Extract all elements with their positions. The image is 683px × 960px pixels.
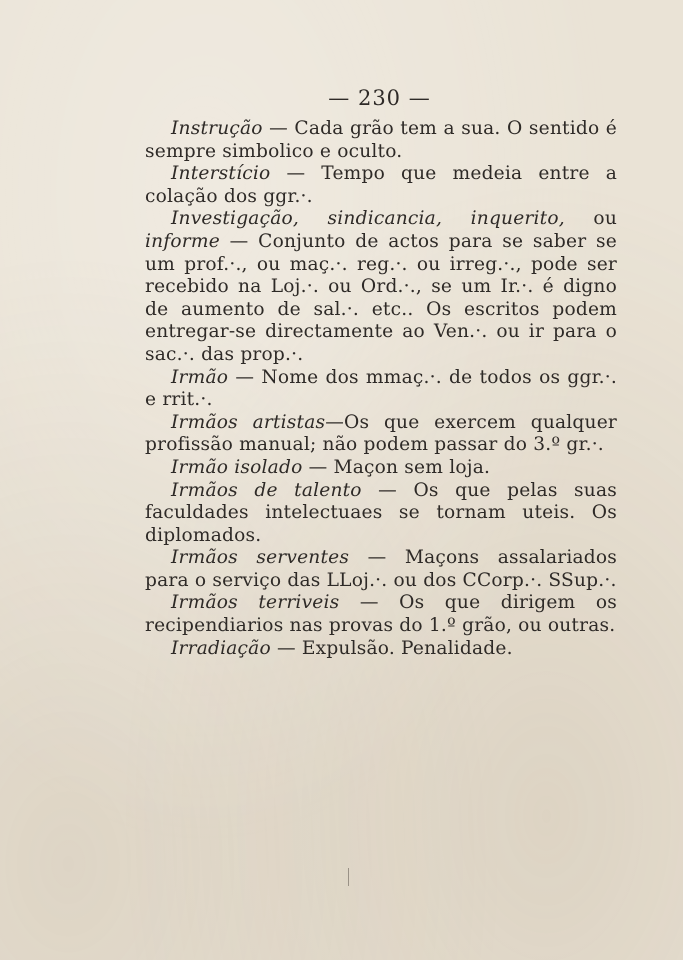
entry-definition: Os que pelas suas faculdades intelectuaes se tornam uteis. Os diplomados. xyxy=(145,479,617,546)
glossary-entry xyxy=(145,480,617,548)
entry-term-secondary: informe xyxy=(145,230,220,252)
entry-definition: Expulsão. Penalidade. xyxy=(301,637,513,659)
entry-term: Irmão xyxy=(171,366,229,388)
entry-term: Irmãos de talento xyxy=(171,479,362,501)
entry-separator: — xyxy=(228,366,262,388)
entry-separator: — xyxy=(349,547,405,569)
entry-term: Interstício xyxy=(171,163,271,185)
entry-definition: Conjunto de actos para se saber se um prof.·., ou maç.·. reg.·. ou irreg.·., pode ser recebido na Loj.·. ou Ord.·., se um Ir.·. é digno de aumento de sal.·. etc.. Os escritos podem entregar-se directamente ao Ven.·. ou ir para o sac.·. das prop.·. xyxy=(145,230,617,365)
entry-definition: Maçon sem loja. xyxy=(333,456,491,478)
entry-separator: — xyxy=(325,411,345,433)
entry-separator xyxy=(565,208,594,229)
entry-definition: Cada grão tem a sua. O sentido é sempre simbolico e oculto. xyxy=(145,118,617,162)
entry-separator: — xyxy=(262,118,295,139)
glossary-entry xyxy=(145,118,617,163)
entry-term: Investigação, sindicancia, inquerito, xyxy=(171,208,565,230)
entry-separator: — xyxy=(361,479,414,501)
entry-term: Irmãos terriveis xyxy=(171,592,340,614)
glossary-entry xyxy=(145,412,617,457)
entry-definition-prefix: ou xyxy=(593,208,617,230)
entry-definition: Tempo que medeia entre a colação dos ggr.·. xyxy=(145,163,618,207)
entry-definition: Maçons assalariados para o serviço das LLoj.·. ou dos CCorp.·. SSup.·. xyxy=(145,547,617,591)
glossary-entry xyxy=(145,163,617,208)
entry-separator: — xyxy=(219,230,259,252)
paper-mark xyxy=(348,868,349,886)
entry-definition: Nome dos mmaç.·. de todos os ggr.·. e rrit.·. xyxy=(145,366,617,411)
glossary-entry xyxy=(145,592,617,637)
glossary-entry xyxy=(145,547,617,592)
glossary-entry xyxy=(145,208,617,366)
entry-term: Irradiação xyxy=(171,637,271,659)
entry-separator: — xyxy=(270,637,302,659)
entry-term: Irmãos artistas xyxy=(171,411,326,433)
glossary-text xyxy=(145,118,617,660)
entry-definition: Os que exercem qualquer profissão manual; não podem passar do 3.º gr.·. xyxy=(145,411,617,456)
entry-separator: — xyxy=(339,592,400,614)
entry-definition: Os que dirigem os recipendiarios nas provas do 1.º grão, ou outras. xyxy=(145,592,618,637)
entry-term: Irmão isolado xyxy=(171,456,303,478)
entry-term: Instrução xyxy=(171,118,263,139)
entry-term: Irmãos serventes xyxy=(171,547,350,569)
glossary-entry xyxy=(145,638,617,661)
entry-separator: — xyxy=(270,163,322,185)
glossary-entry xyxy=(145,457,617,480)
entry-separator: — xyxy=(302,456,334,478)
glossary-entry xyxy=(145,367,617,412)
page-number: — 230 — xyxy=(328,86,431,110)
